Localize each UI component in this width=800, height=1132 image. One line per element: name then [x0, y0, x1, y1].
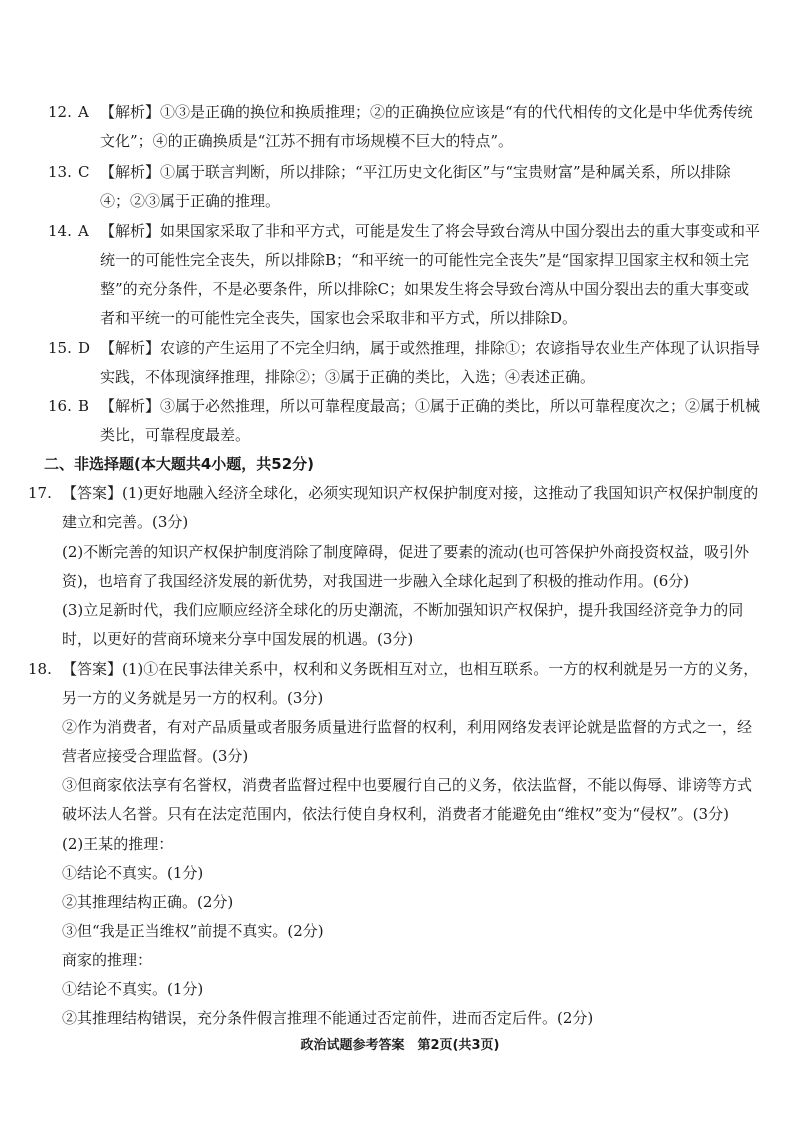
answer-item-16 [48, 392, 760, 450]
q18-part-8: 商家的推理： [62, 951, 153, 969]
answer-item-12 [48, 98, 760, 156]
q18-part-1: 【答案】(1)①在民事法律关系中，权利和义务既相互对立，也相互联系。一方的权利就是另一方的义务，另一方的义务就是另一方的权利。(3分) [62, 660, 759, 707]
q18-part-3: ③但商家依法享有名誉权，消费者监督过程中也要履行自己的义务，依法监督，不能以侮辱、诽谤等方式破坏法人名誉。只有在法定范围内，依法行使自身权利，消费者才能避免由“维权”变为“侵权”。(3分) [62, 776, 753, 823]
item-number: 17. [28, 484, 52, 502]
item-explanation: 【解析】①③是正确的换位和换质推理；②的正确换位应该是“有的代代相传的文化是中华优秀传统文化”；④的正确换质是“江苏不拥有市场规模不巨大的特点”。 [100, 103, 753, 150]
answer-item-18 [28, 655, 760, 713]
item-answer: A [78, 222, 89, 240]
answer-item-13 [48, 158, 760, 216]
q17-part-1: 【答案】(1)更好地融入经济全球化，必须实现知识产权保护制度对接，这推动了我国知识产权保护制度的建立和完善。(3分) [62, 484, 759, 531]
item-explanation: 【解析】农谚的产生运用了不完全归纳，属于或然推理，排除①；农谚指导农业生产体现了认识指导实践，不体现演绎推理，排除②；③属于正确的类比，入选；④表述正确。 [100, 339, 761, 386]
section-title: 二、非选择题(本大题共4小题，共52分) [44, 455, 315, 473]
q18-part-9: ①结论不真实。(1分) [62, 980, 204, 998]
item-number: 12. [48, 103, 72, 121]
item-number: 14. [48, 222, 72, 240]
q18-part-2: ②作为消费者，有对产品质量或者服务质量进行监督的权利，利用网络发表评论就是监督的方式之一，经营者应接受合理监督。(3分) [62, 718, 753, 765]
item-answer: C [78, 163, 90, 181]
q18-part-5: ①结论不真实。(1分) [62, 864, 204, 882]
q18-part-4: (2)王某的推理： [62, 835, 174, 853]
item-number: 18. [28, 660, 52, 678]
item-number: 16. [48, 397, 72, 415]
item-answer: A [78, 103, 89, 121]
q17-part-3: (3)立足新时代，我们应顺应经济全球化的历史潮流，不断加强知识产权保护，提升我国经济竞争力的同时，以更好的营商环境来分享中国发展的机遇。(3分) [62, 601, 744, 648]
item-number: 13. [48, 163, 72, 181]
q18-part-10: ②其推理结构错误，充分条件假言推理不能通过否定前件，进而否定后件。(2分) [62, 1009, 594, 1027]
q18-part-7: ③但“我是正当维权”前提不真实。(2分) [62, 922, 324, 940]
answer-item-17 [28, 479, 760, 537]
answer-item-14 [48, 217, 760, 333]
item-number: 15. [48, 339, 72, 357]
item-explanation: 【解析】如果国家采取了非和平方式，可能是发生了将会导致台湾从中国分裂出去的重大事变或和平统一的可能性完全丧失，所以排除B；“和平统一的可能性完全丧失”是“国家捍卫国家主权和领土完整”的充分条件，不是必要条件，所以排除C；如果发生将会导致台湾从中国分裂出去的重大事变或者和平统一的可能性完全丧失，国家也会采取非和平方式，所以排除D。 [100, 222, 761, 327]
item-answer: D [78, 339, 91, 357]
item-explanation: 【解析】①属于联言判断，所以排除；“平江历史文化街区”与“宝贵财富”是种属关系，所以排除④；②③属于正确的推理。 [100, 163, 731, 210]
item-answer: B [78, 397, 90, 415]
q18-part-6: ②其推理结构正确。(2分) [62, 893, 234, 911]
q17-part-2: (2)不断完善的知识产权保护制度消除了制度障碍，促进了要素的流动(也可答保护外商投资权益，吸引外资)，也培育了我国经济发展的新优势，对我国进一步融入全球化起到了积极的推动作用。(6分) [62, 543, 750, 590]
page-footer: 政治试题参考答案 第2页(共3页) [300, 1038, 500, 1053]
item-explanation: 【解析】③属于必然推理，所以可靠程度最高；①属于正确的类比，所以可靠程度次之；②属于机械类比，可靠程度最差。 [100, 397, 761, 444]
answer-item-15 [48, 334, 760, 392]
